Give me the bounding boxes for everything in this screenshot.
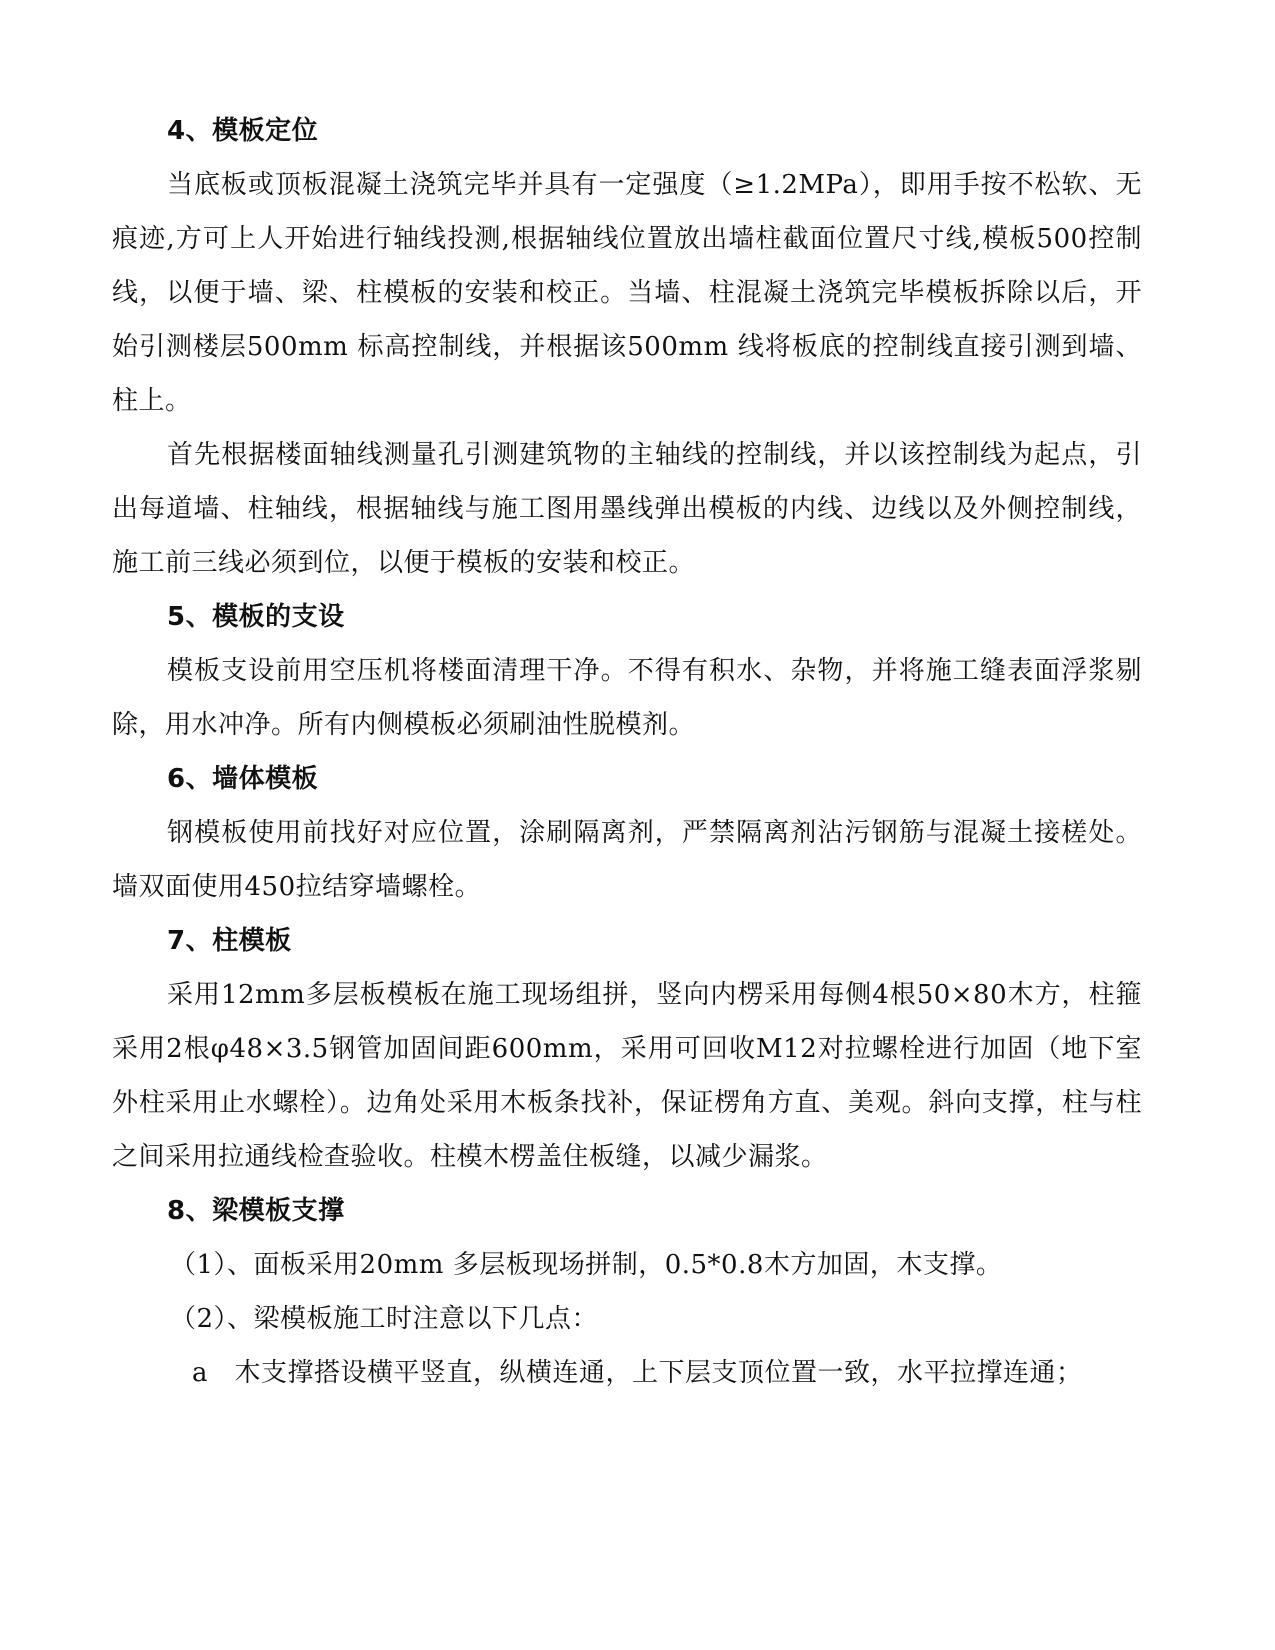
section-6-paragraph-1: 钢模板使用前找好对应位置，涂刷隔离剂，严禁隔离剂沾污钢筋与混凝土接槎处。墙双面使用450拉结穿墙螺栓。 bbox=[112, 818, 1142, 902]
section-6-heading: 6、墙体模板 bbox=[167, 764, 319, 794]
section-4-paragraph-2: 首先根据楼面轴线测量孔引测建筑物的主轴线的控制线，并以该控制线为起点，引出每道墙、柱轴线，根据轴线与施工图用墨线弹出模板的内线、边线以及外侧控制线，施工前三线必须到位，以便于模板的安装和校正。 bbox=[112, 440, 1142, 578]
section-5-paragraph-1: 模板支设前用空压机将楼面清理干净。不得有积水、杂物，并将施工缝表面浮浆剔除，用水冲净。所有内侧模板必须刷油性脱模剂。 bbox=[112, 656, 1142, 740]
section-7-paragraph-1: 采用12mm多层板模板在施工现场组拼，竖向内楞采用每侧4根50×80木方，柱箍采用2根φ48×3.5钢管加固间距600mm，采用可回收M12对拉螺栓进行加固（地下室外柱采用止水螺栓）。边角处采用木板条找补，保证楞角方直、美观。斜向支撑，柱与柱之间采用拉通线检查验收。柱模木楞盖住板缝，以减少漏浆。 bbox=[112, 980, 1142, 1172]
section-7-heading: 7、柱模板 bbox=[167, 926, 292, 956]
section-4-paragraph-1: 当底板或顶板混凝土浇筑完毕并具有一定强度（≥1.2MPa），即用手按不松软、无痕迹,方可上人开始进行轴线投测,根据轴线位置放出墙柱截面位置尺寸线,模板500控制线，以便于墙、梁、柱模板的安装和校正。当墙、柱混凝土浇筑完毕模板拆除以后，开始引测楼层500mm 标高控制线，并根据该500mm 线将板底的控制线直接引测到墙、柱上。 bbox=[112, 170, 1142, 416]
section-5-heading: 5、模板的支设 bbox=[167, 602, 345, 632]
section-8-item-2: （2）、梁模板施工时注意以下几点： bbox=[170, 1304, 599, 1334]
section-8-heading: 8、梁模板支撑 bbox=[167, 1196, 345, 1226]
section-8-subitem-a: a 木支撑搭设横平竖直，纵横连通，上下层支顶位置一致，水平拉撑连通； bbox=[192, 1358, 1083, 1388]
section-4-heading: 4、模板定位 bbox=[167, 116, 319, 146]
section-8-item-1: （1）、面板采用20mm 多层板现场拼制，0.5*0.8木方加固，木支撑。 bbox=[170, 1250, 1003, 1280]
